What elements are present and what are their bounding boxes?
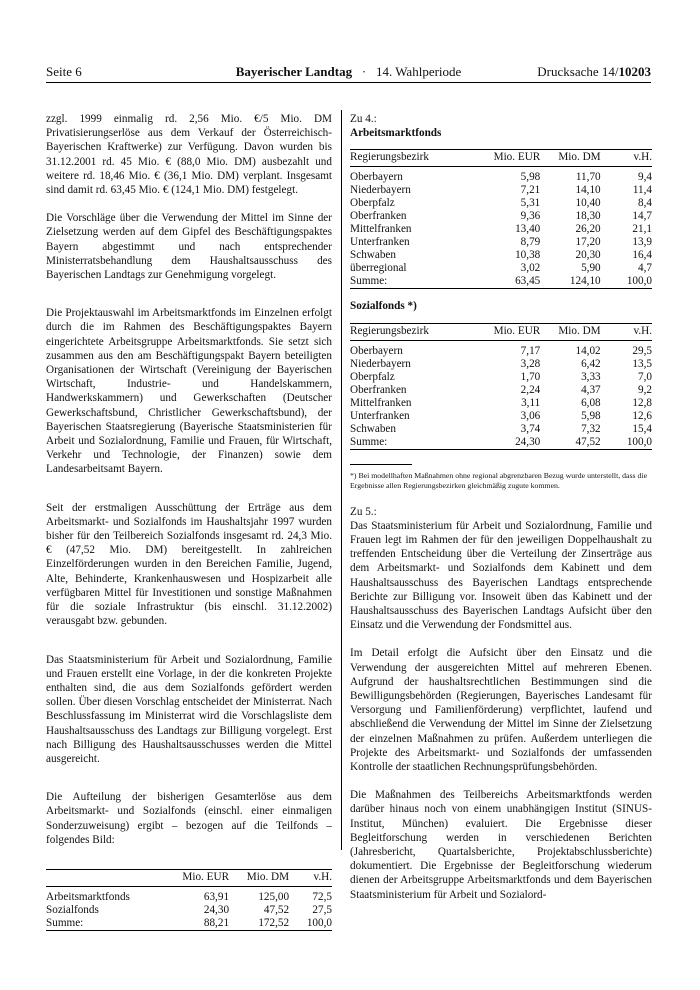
table-row <box>350 249 652 262</box>
table-cell: Schwaben <box>350 249 396 262</box>
table-cell: 8,4 <box>638 197 652 210</box>
table-cell: 3,33 <box>581 370 601 383</box>
table-cell: 4,37 <box>581 383 601 396</box>
header-rule <box>46 82 651 83</box>
table-sum-row <box>350 275 652 289</box>
table-cell: Summe: <box>350 275 480 289</box>
right-paragraph: Die Maßnahmen des Teilbereichs Arbeitsmarktfonds werden darüber hinaus noch von einem unabhängigen Institut (SINUS-Institut, München) evaluiert. Die Ergebnisse dieser Begleitforschung werden in verschiedenen Berichten (Jahresbericht, Quartalsberichte, Projektabschlussberichte) dokumentiert. Die Ergebnisse der Begleitforschung wiederum dienen der Arbeitsgruppe Arbeitsmarktfonds und dem Bayerischen Staatsministerium für Arbeit und Sozialord- <box>350 789 652 901</box>
table-header-row <box>46 869 332 886</box>
table-row <box>46 904 332 917</box>
left-paragraph: Die Aufteilung der bisherigen Gesamterlöse aus dem Arbeitsmarkt- und Sozialfonds (einschl. einer einmaligen Sonderzuweisung) ergibt – bezogen auf die Teilfonds – folgendes Bild: <box>46 791 332 846</box>
table-cell: 47,52 <box>540 436 600 450</box>
column-divider <box>341 110 342 850</box>
table-cell: 29,5 <box>632 344 652 357</box>
table-cell: Mittelfranken <box>350 223 412 236</box>
table-cell: 88,21 <box>172 917 229 931</box>
table-cell: 1,70 <box>520 370 541 383</box>
table-cell: 17,20 <box>575 236 601 249</box>
fund-split-table <box>46 869 332 931</box>
table-cell: 10,40 <box>575 197 601 210</box>
table-cell: 3,28 <box>520 357 541 370</box>
page-number: Seite 6 <box>46 64 82 79</box>
section-heading: Arbeitsmarktfonds <box>350 127 442 140</box>
table-header-cell: v.H. <box>289 869 332 886</box>
table-cell: 14,7 <box>632 210 652 223</box>
doc-number: 10203 <box>618 64 651 79</box>
table-header-cell: Mio. DM <box>540 150 600 167</box>
table-cell: 11,4 <box>632 184 652 197</box>
table-row <box>350 371 652 384</box>
table-row <box>350 167 652 185</box>
table-header-cell: Mio. EUR <box>480 323 540 340</box>
table-cell: Oberbayern <box>350 344 403 357</box>
table-cell: 47,52 <box>263 903 290 916</box>
table-cell: 5,31 <box>520 197 541 210</box>
page-header <box>46 60 651 82</box>
footnote: *) Bei modellhaften Maßnahmen ohne regional abgrenzbaren Bezug wurde unterstellt, dass die Ergebnisse allen Regierungsbezirken gleichmäßig zugute kommen. <box>350 470 648 490</box>
doc-prefix: Drucksache 14/ <box>537 64 619 79</box>
table-cell: 6,08 <box>581 396 601 409</box>
table-cell: 63,45 <box>480 275 540 289</box>
table-row <box>350 397 652 410</box>
table-cell: 63,91 <box>203 890 230 903</box>
right-paragraph: Im Detail erfolgt die Aufsicht über den Einsatz und die Verwendung der ausgereichten Mittel auf mehreren Ebenen. Aufgrund der haushaltsrechtlichen Bestimmungen sind die Bewilligungsbehörden (Regierungen, Bayerisches Landesamt für Versorgung und Familienförderung) verpflichtet, laufend und abschließend die Verwendung der Mittel im Sinne der Zielsetzung der einzelnen Maßnahmen zu prüfen. Außerdem unterliegen die Projekte des Arbeitsmarkt- und Sozialfonds der umfassenden Kontrolle der staatlichen Rechnungsprüfungsbehörden. <box>350 647 652 774</box>
table-cell: 9,36 <box>520 210 541 223</box>
table-row <box>350 423 652 436</box>
document-reference <box>537 64 651 80</box>
table-cell: 124,10 <box>540 275 600 289</box>
table-cell: 12,6 <box>632 409 652 422</box>
table-row <box>350 197 652 210</box>
table-cell: Sozialfonds <box>46 903 99 916</box>
table-cell: 5,98 <box>520 171 541 184</box>
table-cell: 4,7 <box>638 262 652 275</box>
table-cell: 11,70 <box>575 171 601 184</box>
table-cell: 7,21 <box>520 184 541 197</box>
table-header-cell: Regierungsbezirk <box>350 150 480 167</box>
table-header-cell: v.H. <box>601 150 652 167</box>
table-header-cell <box>46 869 172 886</box>
table-cell: 3,74 <box>520 422 541 435</box>
table-cell: Mittelfranken <box>350 396 412 409</box>
section-heading: Sozialfonds *) <box>350 300 417 313</box>
table-cell: Schwaben <box>350 422 396 435</box>
table-cell: 13,40 <box>515 223 541 236</box>
table-cell: Summe: <box>350 436 480 450</box>
section-label: Zu 4.: <box>350 113 377 125</box>
table-cell: 9,2 <box>638 383 652 396</box>
table-cell: Niederbayern <box>350 184 411 197</box>
table-header-cell: Regierungsbezirk <box>350 323 480 340</box>
table-cell: 6,42 <box>581 357 601 370</box>
table-row <box>350 262 652 275</box>
social-fund-table <box>350 323 652 450</box>
table-cell: 12,8 <box>632 396 652 409</box>
table-cell: 172,52 <box>229 917 289 931</box>
table-cell: 100,0 <box>601 275 652 289</box>
table-cell: Arbeitsmarktfonds <box>46 890 130 903</box>
left-paragraph: Die Vorschläge über die Verwendung der Mittel im Sinne der Zielsetzung werden auf dem Gipfel des Beschäftigungspaktes Bayern abgestimmt und nach entsprechender Ministerratsbehandlung dem Haushaltsausschuss des Bayerischen Landtags zur Genehmigung vorgelegt. <box>46 212 332 282</box>
table-header-cell: Mio. EUR <box>480 150 540 167</box>
section-label: Zu 5.: <box>350 505 377 518</box>
table-cell: 5,90 <box>581 262 601 275</box>
table-cell: 27,5 <box>312 903 332 916</box>
table-cell: 7,32 <box>581 422 601 435</box>
table-sum-row <box>350 436 652 450</box>
table-cell: 16,4 <box>632 249 652 262</box>
table-row <box>350 223 652 236</box>
table-cell: 7,0 <box>638 370 652 383</box>
labor-fund-table <box>350 149 652 289</box>
table-header-cell: Mio. EUR <box>172 869 229 886</box>
table-sum-row <box>46 917 332 931</box>
table-cell: 100,0 <box>601 436 652 450</box>
table-header-cell: Mio. DM <box>229 869 289 886</box>
table-cell: Niederbayern <box>350 357 411 370</box>
left-paragraph: Seit der erstmaligen Ausschüttung der Erträge aus dem Arbeitsmarkt- und Sozialfonds im Haushaltsjahr 1997 wurden bisher für den Teilbereich Sozialfonds insgesamt rd. 24,3 Mio. € (47,52 Mio. DM) bereitgestellt. In zahlreichen Einzelförderungen wurden in den Bereichen Familie, Jugend, Alte, Behinderte, Krankenhauswesen und Hospizarbeit alle verfügbaren Mittel für Investitionen und sonstige Maßnahmen für die soziale Infrastruktur (bis einschl. 31.12.2002) verausgabt bzw. gebunden. <box>46 501 332 628</box>
table-cell: überregional <box>350 262 407 275</box>
table-cell: 125,00 <box>258 890 290 903</box>
legislative-period: 14. Wahlperiode <box>375 64 462 79</box>
parliament-name: Bayerischer Landtag <box>235 64 353 79</box>
table-header-row <box>350 323 652 340</box>
table-cell: 3,06 <box>520 409 541 422</box>
table-cell: Unterfranken <box>350 409 410 422</box>
table-cell: Oberfranken <box>350 383 407 396</box>
table-cell: 13,9 <box>632 236 652 249</box>
table-cell: 21,1 <box>632 223 652 236</box>
left-column <box>46 112 332 931</box>
table-row <box>350 410 652 423</box>
left-paragraph: Die Projektauswahl im Arbeitsmarktfonds im Einzelnen erfolgt durch die im Rahmen des Beschäftigungspaktes Bayern eingerichtete Arbeitsgruppe Arbeitsmarktfonds. Sie setzt sich zusammen aus den am Beschäftigungspakt Bayern beteiligten Organisationen der Wirtschaft (Vereinigung der Bayerischen Wirtschaft, Industrie- und Handelskammern, Handwerkskammern) und Gewerkschaften (Deutscher Gewerkschaftsbund, Christlicher Gewerkschaftsbund), der Bayerischen Staatsregierung (Bayerische Staatsministerien für Arbeit und Sozialordnung, Familie und Frauen, für Wirtschaft, Verkehr und Technologie, der Finanzen) sowie dem Landesarbeitsamt Bayern. <box>46 307 332 476</box>
table-cell: 26,20 <box>575 223 601 236</box>
table-cell: Oberbayern <box>350 171 403 184</box>
left-paragraph: zzgl. 1999 einmalig rd. 2,56 Mio. €/5 Mio. DM Privatisierungserlöse aus dem Verkauf der Österreichisch-Bayerischen Kraftwerke) zur Verfügung. Davon wurden bis 31.12.2001 rd. 45 Mio. € (88,0 Mio. DM) ausbezahlt und weitere rd. 18,46 Mio. € (36,1 Mio. DM) verplant. Insgesamt sind damit rd. 63,45 Mio. € (124,1 Mio. DM) festgelegt. <box>46 113 332 197</box>
table-cell: 20,30 <box>575 249 601 262</box>
footnote-rule <box>350 464 412 465</box>
table-cell: 14,10 <box>575 184 601 197</box>
table-cell: 3,02 <box>520 262 541 275</box>
table-header-row <box>350 150 652 167</box>
table-cell: 24,30 <box>480 436 540 450</box>
header-separator: · <box>361 64 367 79</box>
table-cell: 8,79 <box>520 236 541 249</box>
table-row <box>350 210 652 223</box>
table-row <box>350 340 652 358</box>
table-cell: 15,4 <box>632 422 652 435</box>
table-cell: Oberpfalz <box>350 370 395 383</box>
right-column <box>350 112 652 902</box>
table-cell: 100,0 <box>289 917 332 931</box>
table-cell: 14,02 <box>575 344 601 357</box>
table-header-cell: Mio. DM <box>540 323 600 340</box>
table-cell: Oberfranken <box>350 210 407 223</box>
table-cell: 18,30 <box>575 210 601 223</box>
table-cell: 24,30 <box>203 903 230 916</box>
table-cell: 10,38 <box>515 249 541 262</box>
table-row <box>350 236 652 249</box>
table-cell: 7,17 <box>520 344 541 357</box>
table-cell: Unterfranken <box>350 236 410 249</box>
table-row <box>350 184 652 197</box>
table-row <box>350 384 652 397</box>
left-paragraph: Das Staatsministerium für Arbeit und Sozialordnung, Familie und Frauen erstellt eine Vorlage, in der die konkreten Projekte enthalten sind, die aus dem Sozialfonds gefördert werden sollen. Über diesen Vorschlag entscheidet der Ministerrat. Nach Beschlussfassung im Ministerrat wird die Vorschlagsliste dem Haushaltsausschuss des Landtags zur Billigung vorgelegt. Erst nach Billigung des Haushaltsausschusses werden die Mittel ausgereicht. <box>46 653 332 765</box>
table-cell: 5,98 <box>581 409 601 422</box>
table-cell: 3,11 <box>521 396 541 409</box>
table-row <box>46 886 332 904</box>
right-paragraph: Das Staatsministerium für Arbeit und Sozialordnung, Familie und Frauen legt im Rahmen der für den jeweiligen Doppelhaushalt zu treffenden Entscheidung über die Verteilung der Zinserträge aus dem Arbeitsmarkt- und Sozialfonds dem Kabinett und dem Haushaltsausschuss des Bayerischen Landtags entsprechende Berichte zur Billigung vor. Insoweit üben das Kabinett und der Haushaltsausschuss des Bayerischen Landtags Aufsicht über den Einsatz und die Verwendung der Fondsmittel aus. <box>350 519 652 632</box>
table-cell: 72,5 <box>312 890 332 903</box>
table-cell: 13,5 <box>632 357 652 370</box>
table-cell: Oberpfalz <box>350 197 395 210</box>
table-cell: 2,24 <box>520 383 541 396</box>
table-cell: 9,4 <box>638 171 652 184</box>
table-row <box>350 358 652 371</box>
table-header-cell: v.H. <box>601 323 652 340</box>
table-cell: Summe: <box>46 917 172 931</box>
